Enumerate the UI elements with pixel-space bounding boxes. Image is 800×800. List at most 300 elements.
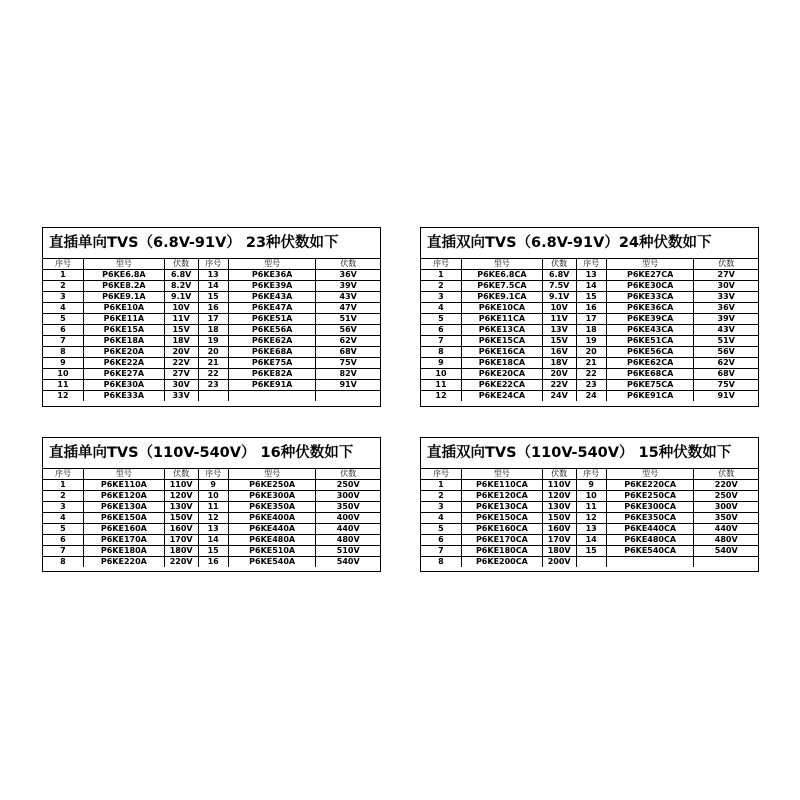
column-header: 伏数	[694, 259, 758, 270]
table-cell: 22V	[542, 380, 576, 391]
table-cell: 82V	[316, 369, 380, 380]
column-header: 型号	[228, 259, 316, 270]
table-cell: 10	[421, 369, 461, 380]
table-cell: 11	[198, 502, 228, 513]
table-row	[43, 325, 380, 336]
table-cell: 300V	[316, 491, 380, 502]
table-cell: 180V	[542, 546, 576, 557]
table-cell: 62V	[694, 358, 758, 369]
table-cell: P6KE56A	[228, 325, 316, 336]
table-cell	[694, 557, 758, 568]
table-cell: 15	[576, 292, 606, 303]
table-row	[43, 513, 380, 524]
table-cell: 120V	[542, 491, 576, 502]
table-cell: 30V	[164, 380, 198, 391]
table-cell: P6KE36A	[228, 270, 316, 281]
table-cell: P6KE8.2A	[83, 281, 164, 292]
table-cell: 18	[576, 325, 606, 336]
table-cell: P6KE220CA	[606, 480, 694, 491]
table-cell: P6KE480A	[228, 535, 316, 546]
table-cell: 540V	[336, 557, 360, 566]
table-cell: P6KE36CA	[606, 303, 694, 314]
column-header: 型号	[461, 469, 542, 480]
table-cell: 22	[198, 369, 228, 380]
table-row	[43, 358, 380, 369]
table-row	[43, 281, 380, 292]
table-row	[43, 546, 380, 557]
table-cell: 16	[198, 303, 228, 314]
table-cell: 12	[576, 513, 606, 524]
table-cell: P6KE24CA	[461, 391, 542, 402]
spec-table	[43, 259, 380, 401]
column-header: 伏数	[164, 469, 198, 480]
table-cell: 6	[43, 535, 83, 546]
table-cell: 14	[576, 281, 606, 292]
table-cell: P6KE170A	[83, 535, 164, 546]
table-cell: 6	[421, 535, 461, 546]
table-row	[43, 336, 380, 347]
table-cell: P6KE18A	[83, 336, 164, 347]
panel-title: 直插单向TVS（110V-540V） 16种伏数如下	[43, 438, 380, 469]
table-cell: 7	[421, 336, 461, 347]
table-cell: 9	[421, 358, 461, 369]
column-header: 型号	[606, 469, 694, 480]
column-header: 伏数	[542, 469, 576, 480]
table-cell: 20	[576, 347, 606, 358]
table-cell: 13V	[542, 325, 576, 336]
column-header: 伏数	[694, 469, 758, 480]
table-cell: P6KE400A	[228, 513, 316, 524]
table-cell: 9	[43, 358, 83, 369]
table-cell: 10V	[542, 303, 576, 314]
table-cell: P6KE11CA	[461, 314, 542, 325]
table-cell: 8	[43, 347, 83, 358]
table-row	[421, 557, 758, 568]
table-cell: 4	[43, 513, 83, 524]
table-cell: 9	[198, 480, 228, 491]
table-cell: P6KE20A	[83, 347, 164, 358]
table-cell: P6KE440CA	[606, 524, 694, 535]
table-cell: 510V	[316, 546, 380, 557]
table-cell: 480V	[694, 535, 758, 546]
table-cell: 17	[576, 314, 606, 325]
table-cell: P6KE120A	[83, 491, 164, 502]
table-cell: 130V	[164, 502, 198, 513]
panel-title: 直插单向TVS（6.8V-91V） 23种伏数如下	[43, 228, 380, 259]
table-cell: P6KE110CA	[461, 480, 542, 491]
table-cell: 20V	[542, 369, 576, 380]
table-cell: 4	[421, 513, 461, 524]
table-cell: P6KE160A	[83, 524, 164, 535]
table-cell: P6KE350CA	[606, 513, 694, 524]
table-row	[421, 303, 758, 314]
table-cell: 11	[43, 380, 83, 391]
table-cell: 1	[43, 480, 83, 491]
table-cell: 10	[198, 491, 228, 502]
table-cell: 15V	[542, 336, 576, 347]
table-cell: 540V	[694, 546, 758, 557]
column-header: 序号	[421, 469, 461, 480]
table-row	[43, 303, 380, 314]
table-cell: P6KE250CA	[606, 491, 694, 502]
table-cell: 18V	[542, 358, 576, 369]
table-cell: P6KE480CA	[606, 535, 694, 546]
column-header: 型号	[461, 259, 542, 270]
table-cell: 91V	[717, 391, 735, 400]
table-cell: 9	[576, 480, 606, 491]
table-cell	[606, 557, 694, 568]
table-row	[421, 336, 758, 347]
table-cell: 6	[43, 325, 83, 336]
table-row	[421, 480, 758, 491]
table-cell: 11V	[542, 314, 576, 325]
table-cell: 27V	[164, 369, 198, 380]
table-cell: 12	[421, 391, 461, 402]
table-cell: P6KE110A	[83, 480, 164, 491]
table-cell: 6	[421, 325, 461, 336]
column-header: 序号	[421, 259, 461, 270]
table-cell: 160V	[542, 524, 576, 535]
table-cell: 56V	[316, 325, 380, 336]
table-cell: 4	[421, 303, 461, 314]
table-cell: 480V	[316, 535, 380, 546]
panel-unidirectional-high	[42, 437, 381, 572]
table-cell: 6.8V	[164, 270, 198, 281]
table-cell: 17	[198, 314, 228, 325]
table-row	[421, 325, 758, 336]
table-cell: P6KE33A	[83, 391, 164, 402]
table-cell: 20	[198, 347, 228, 358]
table-cell: P6KE39A	[228, 281, 316, 292]
table-cell: 1	[43, 270, 83, 281]
table-cell: P6KE91A	[228, 380, 316, 391]
table-cell: P6KE27A	[83, 369, 164, 380]
table-cell: P6KE160CA	[461, 524, 542, 535]
table-cell: 19	[576, 336, 606, 347]
table-cell: P6KE39CA	[606, 314, 694, 325]
table-cell: 5	[421, 524, 461, 535]
table-header-row	[421, 259, 758, 270]
table-cell: 51V	[694, 336, 758, 347]
panel-title: 直插双向TVS（110V-540V） 15种伏数如下	[421, 438, 758, 469]
table-cell: 68V	[694, 369, 758, 380]
table-cell: 15V	[164, 325, 198, 336]
table-cell: P6KE16CA	[461, 347, 542, 358]
table-cell: 39V	[694, 314, 758, 325]
table-cell: P6KE540A	[228, 557, 316, 568]
table-cell	[198, 391, 228, 402]
table-row	[421, 535, 758, 546]
panel-title: 直插双向TVS（6.8V-91V）24种伏数如下	[421, 228, 758, 259]
table-cell: P6KE82A	[228, 369, 316, 380]
spec-table	[421, 259, 758, 401]
table-row	[43, 391, 380, 402]
table-row	[421, 270, 758, 281]
table-row	[43, 369, 380, 380]
column-header: 伏数	[316, 259, 380, 270]
table-cell: P6KE180CA	[461, 546, 542, 557]
table-cell: 220V	[694, 480, 758, 491]
table-cell: 14	[576, 535, 606, 546]
table-cell: 23	[576, 380, 606, 391]
table-row	[43, 491, 380, 502]
table-cell: 39V	[316, 281, 380, 292]
table-cell: 21	[198, 358, 228, 369]
table-cell: P6KE47A	[228, 303, 316, 314]
table-cell: P6KE22CA	[461, 380, 542, 391]
table-cell: 130V	[542, 502, 576, 513]
table-cell: 22	[576, 369, 606, 380]
table-cell: 120V	[164, 491, 198, 502]
table-cell: 22V	[164, 358, 198, 369]
table-cell: 43V	[694, 325, 758, 336]
table-cell: 10V	[164, 303, 198, 314]
table-cell: 21	[576, 358, 606, 369]
column-header: 型号	[83, 259, 164, 270]
table-cell: 16	[198, 557, 228, 568]
table-cell: P6KE68A	[228, 347, 316, 358]
table-cell: 4	[43, 303, 83, 314]
table-cell: P6KE75A	[228, 358, 316, 369]
table-cell: 180V	[164, 546, 198, 557]
table-cell: 13	[576, 270, 606, 281]
table-cell: 23	[198, 380, 228, 391]
table-cell: 56V	[694, 347, 758, 358]
table-cell: P6KE43A	[228, 292, 316, 303]
table-cell: 110V	[164, 480, 198, 491]
table-cell: 19	[198, 336, 228, 347]
table-cell: 10	[43, 369, 83, 380]
table-cell: 18	[198, 325, 228, 336]
table-cell: 3	[43, 292, 83, 303]
table-row	[421, 314, 758, 325]
table-cell: 350V	[694, 513, 758, 524]
column-header: 型号	[606, 259, 694, 270]
table-cell: 7	[43, 546, 83, 557]
table-cell: P6KE15A	[83, 325, 164, 336]
table-cell: 14	[198, 535, 228, 546]
table-cell: 51V	[316, 314, 380, 325]
column-header: 序号	[576, 259, 606, 270]
table-cell: 30V	[694, 281, 758, 292]
table-cell: P6KE200CA	[461, 557, 542, 568]
table-cell: 220V	[164, 557, 198, 568]
table-cell: P6KE6.8CA	[461, 270, 542, 281]
column-header: 伏数	[542, 259, 576, 270]
table-cell: P6KE9.1A	[83, 292, 164, 303]
table-cell: P6KE91CA	[606, 391, 694, 402]
table-cell: 170V	[164, 535, 198, 546]
table-cell: P6KE43CA	[606, 325, 694, 336]
table-cell: 75V	[694, 380, 758, 391]
table-cell: P6KE300A	[228, 491, 316, 502]
table-row	[421, 391, 758, 402]
table-cell: P6KE68CA	[606, 369, 694, 380]
table-cell: P6KE15CA	[461, 336, 542, 347]
table-cell: P6KE440A	[228, 524, 316, 535]
table-cell: 250V	[694, 491, 758, 502]
table-cell: P6KE170CA	[461, 535, 542, 546]
panel-unidirectional-low	[42, 227, 381, 407]
table-row	[421, 491, 758, 502]
table-cell: P6KE56CA	[606, 347, 694, 358]
table-cell	[576, 557, 606, 568]
table-cell: 8	[43, 557, 83, 568]
table-cell: 7.5V	[542, 281, 576, 292]
table-cell: 20V	[164, 347, 198, 358]
table-cell: P6KE27CA	[606, 270, 694, 281]
table-header-row	[43, 259, 380, 270]
table-row	[421, 380, 758, 391]
table-cell	[228, 391, 316, 402]
table-cell: P6KE180A	[83, 546, 164, 557]
table-cell: P6KE62A	[228, 336, 316, 347]
table-cell: 24	[576, 391, 606, 402]
table-cell: 5	[421, 314, 461, 325]
column-header: 伏数	[316, 469, 380, 480]
column-header: 序号	[43, 259, 83, 270]
table-cell: 14	[198, 281, 228, 292]
table-row	[43, 380, 380, 391]
table-cell: 170V	[542, 535, 576, 546]
table-cell: 75V	[316, 358, 380, 369]
table-cell: 91V	[316, 380, 380, 391]
table-row	[421, 524, 758, 535]
table-cell: P6KE6.8A	[83, 270, 164, 281]
table-row	[43, 292, 380, 303]
table-row	[43, 480, 380, 491]
table-cell: 8	[421, 557, 461, 568]
table-cell: 2	[43, 491, 83, 502]
table-cell: 3	[421, 502, 461, 513]
table-cell: P6KE30A	[83, 380, 164, 391]
spec-table	[421, 469, 758, 567]
table-row	[421, 347, 758, 358]
table-cell: 400V	[316, 513, 380, 524]
table-cell: 11V	[164, 314, 198, 325]
column-header: 序号	[576, 469, 606, 480]
table-cell: 13	[198, 524, 228, 535]
table-cell: P6KE540CA	[606, 546, 694, 557]
table-cell: 8	[421, 347, 461, 358]
table-cell: P6KE22A	[83, 358, 164, 369]
column-header: 型号	[83, 469, 164, 480]
table-cell: P6KE62CA	[606, 358, 694, 369]
table-row	[43, 557, 380, 568]
table-row	[43, 524, 380, 535]
table-cell: 250V	[316, 480, 380, 491]
table-cell: 3	[43, 502, 83, 513]
table-cell: P6KE13CA	[461, 325, 542, 336]
table-cell: P6KE51A	[228, 314, 316, 325]
table-cell: 18V	[164, 336, 198, 347]
table-cell: 5	[43, 314, 83, 325]
table-cell: 160V	[164, 524, 198, 535]
table-cell: P6KE10CA	[461, 303, 542, 314]
table-cell: P6KE120CA	[461, 491, 542, 502]
table-cell: 11	[421, 380, 461, 391]
table-cell: 1	[421, 480, 461, 491]
table-cell: 33V	[694, 292, 758, 303]
table-cell: P6KE7.5CA	[461, 281, 542, 292]
table-cell: 1	[421, 270, 461, 281]
table-cell: 2	[421, 281, 461, 292]
panel-bidirectional-high	[420, 437, 759, 572]
table-cell: 24V	[542, 391, 576, 402]
table-cell: 8.2V	[164, 281, 198, 292]
table-row	[421, 502, 758, 513]
table-cell: 13	[198, 270, 228, 281]
table-cell: P6KE30CA	[606, 281, 694, 292]
table-cell: P6KE350A	[228, 502, 316, 513]
table-cell: 12	[198, 513, 228, 524]
table-row	[43, 314, 380, 325]
table-cell: P6KE220A	[83, 557, 164, 568]
table-cell: 16V	[542, 347, 576, 358]
table-cell: 12	[43, 391, 83, 402]
table-cell: 440V	[694, 524, 758, 535]
table-cell: 15	[198, 292, 228, 303]
table-cell: 68V	[316, 347, 380, 358]
table-cell: 10	[576, 491, 606, 502]
table-cell: P6KE10A	[83, 303, 164, 314]
table-cell: P6KE150A	[83, 513, 164, 524]
table-cell: 2	[43, 281, 83, 292]
table-header-row	[43, 469, 380, 480]
table-row	[43, 347, 380, 358]
table-cell: 5	[43, 524, 83, 535]
table-cell: 110V	[542, 480, 576, 491]
table-cell: P6KE130CA	[461, 502, 542, 513]
table-cell: P6KE9.1CA	[461, 292, 542, 303]
table-row	[421, 281, 758, 292]
table-cell: P6KE150CA	[461, 513, 542, 524]
table-cell: 11	[576, 502, 606, 513]
table-cell: 9.1V	[164, 292, 198, 303]
table-cell: 200V	[542, 557, 576, 568]
table-cell: 150V	[542, 513, 576, 524]
table-cell: 13	[576, 524, 606, 535]
column-header: 序号	[198, 469, 228, 480]
table-row	[421, 546, 758, 557]
table-cell: 33V	[164, 391, 198, 402]
table-cell: P6KE510A	[228, 546, 316, 557]
table-cell: P6KE75CA	[606, 380, 694, 391]
table-cell: P6KE51CA	[606, 336, 694, 347]
table-header-row	[421, 469, 758, 480]
table-cell: 27V	[694, 270, 758, 281]
column-header: 伏数	[164, 259, 198, 270]
table-cell: 440V	[316, 524, 380, 535]
column-header: 序号	[198, 259, 228, 270]
table-row	[421, 358, 758, 369]
column-header: 型号	[228, 469, 316, 480]
table-cell: 36V	[316, 270, 380, 281]
spec-table	[43, 469, 380, 567]
table-cell: P6KE11A	[83, 314, 164, 325]
table-row	[421, 292, 758, 303]
table-cell: P6KE250A	[228, 480, 316, 491]
table-cell: 300V	[694, 502, 758, 513]
table-cell: 47V	[316, 303, 380, 314]
table-row	[421, 369, 758, 380]
table-row	[421, 513, 758, 524]
panel-bidirectional-low	[420, 227, 759, 407]
table-cell	[316, 391, 380, 402]
table-cell: 3	[421, 292, 461, 303]
table-cell: 43V	[316, 292, 380, 303]
table-row	[43, 502, 380, 513]
